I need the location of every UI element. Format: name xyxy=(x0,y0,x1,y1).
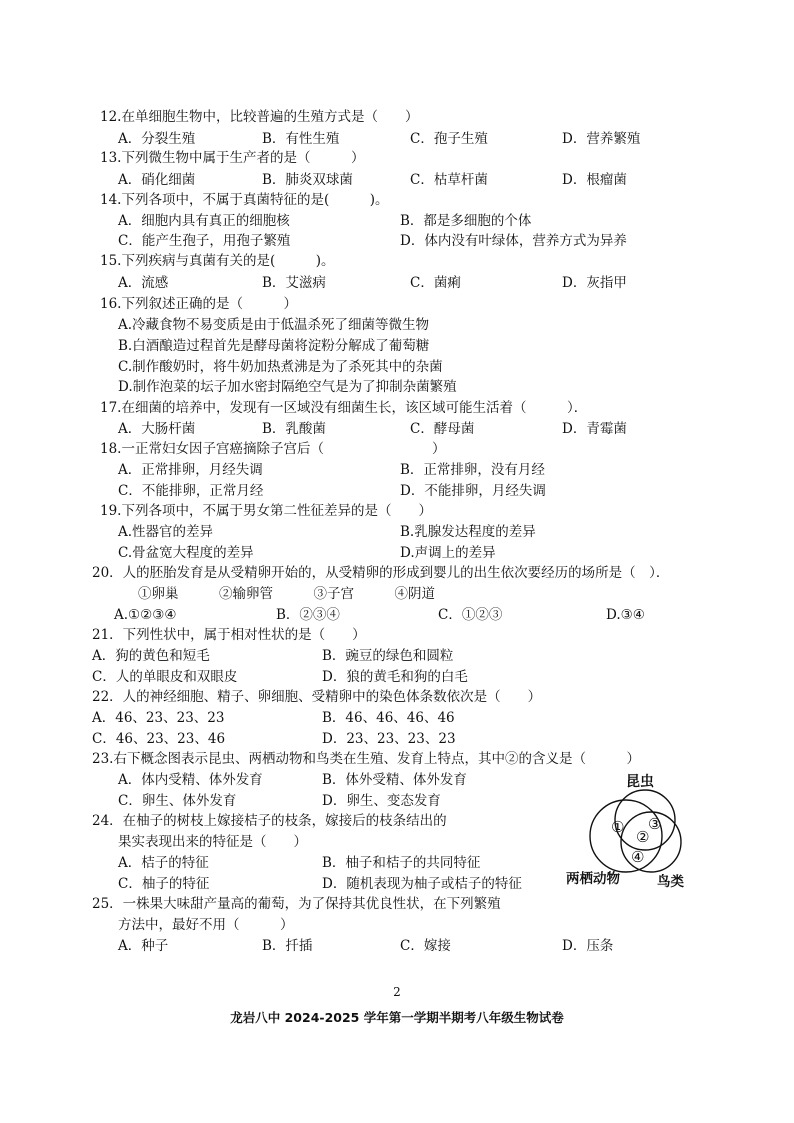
question-14-stem: 14.下列各项中，不属于真菌特征的是( )。 xyxy=(100,192,389,208)
question-12-option-a: A．分裂生殖 xyxy=(118,131,196,147)
question-24-stem-line2: 果实表现出来的特征是（ ） xyxy=(118,834,307,850)
question-18-stem: 18.一正常妇女因子宫癌摘除子宫后（ ） xyxy=(100,441,446,457)
question-25-option-b: B．扦插 xyxy=(262,938,313,954)
question-18-option-d: D．不能排卵，月经失调 xyxy=(400,483,546,499)
question-20-stem: 20．人的胚胎发育是从受精卵开始的，从受精卵的形成到婴儿的出生依次要经历的场所是（ ）． xyxy=(92,565,670,581)
question-25-option-d: D．压条 xyxy=(562,938,614,954)
question-25-stem-line2: 方法中，最好不用（ ） xyxy=(118,917,294,933)
question-15-option-b: B．艾滋病 xyxy=(262,275,326,291)
question-24-option-a: A．桔子的特征 xyxy=(118,855,209,871)
question-12-stem: 12.在单细胞生物中，比较普遍的生殖方式是（ ） xyxy=(100,109,419,125)
question-24-option-c: C．柚子的特征 xyxy=(118,876,210,892)
question-20-option-c: C．①②③ xyxy=(438,607,503,623)
question-25-option-c: C．嫁接 xyxy=(400,938,451,954)
question-15-option-c: C．菌痢 xyxy=(410,275,461,291)
question-15-stem: 15.下列疾病与真菌有关的是( )。 xyxy=(100,253,335,269)
venn-label-insect: 昆虫 xyxy=(626,774,654,790)
question-13-stem: 13.下列微生物中属于生产者的是（ ） xyxy=(100,150,365,166)
question-24-stem-line1: 24．在柚子的树枝上嫁接桔子的枝条，嫁接后的枝条结出的 xyxy=(92,813,447,829)
question-15-option-a: A．流感 xyxy=(118,275,169,291)
venn-region-2: ② xyxy=(636,828,650,846)
question-17-option-c: C．酵母菌 xyxy=(410,421,475,437)
question-16-option-a: A.冷藏食物不易变质是由于低温杀死了细菌等微生物 xyxy=(118,317,430,333)
question-23-option-a: A．体内受精、体外发育 xyxy=(118,772,263,788)
question-23-stem: 23.右下概念图表示昆虫、两栖动物和鸟类在生殖、发育上特点，其中②的含义是（ ） xyxy=(92,751,640,767)
question-20-sites: ①卵巢 ②输卵管 ③子宫 ④阴道 xyxy=(138,586,435,602)
question-16-option-c: C.制作酸奶时，将牛奶加热煮沸是为了杀死其中的杂菌 xyxy=(118,359,443,375)
question-20-option-a: A.①②③④ xyxy=(114,607,177,623)
venn-concept-diagram xyxy=(560,770,730,895)
question-17-option-b: B．乳酸菌 xyxy=(262,421,326,437)
question-16-option-b: B.白酒酿造过程首先是酵母菌将淀粉分解成了葡萄糖 xyxy=(118,338,430,354)
question-21-option-a: A．狗的黄色和短毛 xyxy=(92,648,210,664)
question-17-option-a: A．大肠杆菌 xyxy=(118,421,196,437)
question-19-option-a: A.性器官的差异 xyxy=(118,524,214,540)
question-19-option-d: D.声调上的差异 xyxy=(400,545,496,561)
question-22-option-a: A．46、23、23、23 xyxy=(92,710,225,726)
question-22-option-d: D．23、23、23、23 xyxy=(322,731,456,747)
question-15-option-d: D．灰指甲 xyxy=(562,275,627,291)
venn-region-3: ③ xyxy=(648,815,662,833)
question-14-option-b: B．都是多细胞的个体 xyxy=(400,213,532,229)
question-14-option-c: C．能产生孢子，用孢子繁殖 xyxy=(118,233,291,249)
question-17-stem: 17.在细菌的培养中，发现有一区域没有细菌生长，该区域可能生活着（ ）． xyxy=(100,400,588,416)
question-21-option-c: C．人的单眼皮和双眼皮 xyxy=(92,669,238,685)
question-25-stem-line1: 25．一株果大味甜产量高的葡萄，为了保持其优良性状，在下列繁殖 xyxy=(92,896,501,912)
question-21-stem: 21．下列性状中，属于相对性状的是（ ） xyxy=(92,627,366,643)
question-20-option-b: B．②③④ xyxy=(276,607,340,623)
question-24-option-b: B．柚子和桔子的共同特征 xyxy=(322,855,481,871)
question-21-option-d: D．狼的黄毛和狗的白毛 xyxy=(322,669,468,685)
question-23-option-d: D．卵生、变态发育 xyxy=(322,793,441,809)
question-23-option-c: C．卵生、体外发育 xyxy=(118,793,237,809)
question-22-option-b: B．46、46、46、46 xyxy=(322,710,455,726)
question-12-option-d: D．营养繁殖 xyxy=(562,131,641,147)
question-18-option-a: A．正常排卵，月经失调 xyxy=(118,462,263,478)
venn-region-1: ① xyxy=(611,818,625,836)
question-16-stem: 16.下列叙述正确的是（ ） xyxy=(100,296,297,312)
question-22-stem: 22．人的神经细胞、精子、卵细胞、受精卵中的染色体条数依次是（ ） xyxy=(92,689,542,705)
question-12-option-c: C．孢子生殖 xyxy=(410,131,488,147)
question-19-option-b: B.乳腺发达程度的差异 xyxy=(400,524,536,540)
question-16-option-d: D.制作泡菜的坛子加水密封隔绝空气是为了抑制杂菌繁殖 xyxy=(118,379,457,395)
venn-label-bird: 鸟类 xyxy=(657,874,684,890)
venn-circle-amphibian xyxy=(590,800,662,872)
question-19-option-c: C.骨盆宽大程度的差异 xyxy=(118,545,254,561)
question-18-option-c: C．不能排卵，正常月经 xyxy=(118,483,264,499)
question-20-option-d: D.③④ xyxy=(606,607,645,623)
question-18-option-b: B．正常排卵，没有月经 xyxy=(400,462,545,478)
venn-label-amphibian: 两栖动物 xyxy=(566,871,620,887)
question-14-option-d: D．体内没有叶绿体，营养方式为异养 xyxy=(400,233,627,249)
question-13-option-b: B．肺炎双球菌 xyxy=(262,172,353,188)
page-number: 2 xyxy=(393,985,401,999)
venn-region-4: ④ xyxy=(631,848,645,866)
question-17-option-d: D．青霉菌 xyxy=(562,421,627,437)
question-13-option-d: D．根瘤菌 xyxy=(562,172,627,188)
question-24-option-d: D．随机表现为柚子或桔子的特征 xyxy=(322,876,522,892)
question-21-option-b: B．豌豆的绿色和圆粒 xyxy=(322,648,454,664)
question-23-option-b: B．体外受精、体外发育 xyxy=(322,772,467,788)
question-14-option-a: A．细胞内具有真正的细胞核 xyxy=(118,213,290,229)
question-13-option-a: A．硝化细菌 xyxy=(118,172,196,188)
exam-title-footer: 龙岩八中 2024-2025 学年第一学期半期考八年级生物试卷 xyxy=(230,1010,564,1025)
question-25-option-a: A．种子 xyxy=(118,938,169,954)
question-12-option-b: B．有性生殖 xyxy=(262,131,340,147)
question-19-stem: 19.下列各项中，不属于男女第二性征差异的是（ ） xyxy=(100,503,432,519)
question-13-option-c: C．枯草杆菌 xyxy=(410,172,488,188)
question-22-option-c: C．46、23、23、46 xyxy=(92,731,226,747)
